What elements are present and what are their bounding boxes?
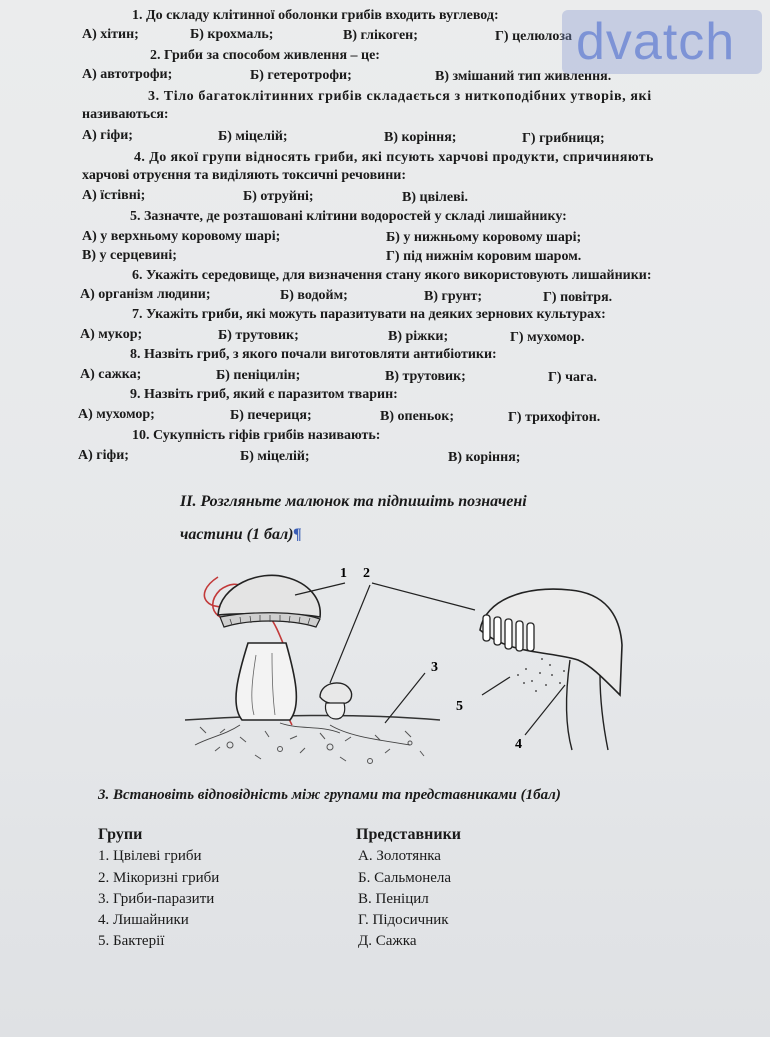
q3-option-c: В) коріння; [384, 130, 457, 145]
representative-item: Б. Сальмонела [358, 870, 452, 886]
q5-option-b: Б) у нижньому коровому шарі; [386, 230, 582, 245]
q10-option-a: А) гіфи; [78, 448, 129, 463]
section-2-heading: II. Розгляньте малюнок та підпишіть позначені [180, 493, 527, 510]
q7-option-c: В) ріжки; [388, 329, 449, 344]
question-3: 3. Тіло багатоклітинних грибів складається з ниткоподібних утворів, які [148, 89, 652, 104]
question-2: 2. Гриби за способом живлення – це: [150, 48, 380, 63]
representative-item: В. Пеніцил [358, 891, 429, 907]
representative-item: Г. Підосичник [358, 912, 449, 928]
q6-option-c: В) грунт; [424, 289, 483, 304]
q3-option-b: Б) міцелій; [218, 129, 288, 144]
spore-dots [517, 658, 565, 692]
q10-option-c: В) коріння; [448, 450, 521, 465]
label-5: 5 [456, 699, 463, 714]
question-4: 4. До якої групи відносять гриби, які псують харчові продукти, спричиняють [134, 150, 654, 165]
representatives-header: Представники [356, 826, 461, 843]
q9-option-c: В) опеньок; [380, 409, 454, 424]
watermark-badge [562, 10, 762, 74]
question-7: 7. Укажіть гриби, які можуть паразитувати на деяких зернових культурах: [132, 307, 606, 322]
q8-option-d: Г) чага. [548, 370, 597, 385]
q3-option-d: Г) грибниця; [522, 131, 605, 146]
q6-option-a: А) організм людини; [80, 287, 211, 302]
mushroom-stem [236, 643, 296, 720]
question-10: 10. Сукупність гіфів грибів називають: [132, 428, 381, 443]
groups-header: Групи [98, 826, 143, 843]
q2-option-c: В) змішаний тип живлення. [435, 69, 612, 84]
section-2-heading-cont: частини (1 бал)¶ [180, 526, 302, 543]
label-4: 4 [515, 737, 522, 752]
q1-option-c: В) глікоген; [343, 28, 418, 43]
label-2: 2 [363, 566, 370, 581]
q8-option-c: В) трутовик; [385, 369, 466, 384]
group-item: 5. Бактерії [98, 933, 165, 949]
q8-option-b: Б) пеніцилін; [216, 368, 301, 383]
q5-option-a: А) у верхньому коровому шарі; [82, 229, 281, 244]
group-item: 2. Мікоризні гриби [98, 870, 220, 886]
representative-item: Д. Сажка [358, 933, 417, 949]
q7-option-d: Г) мухомор. [510, 330, 585, 345]
q5-option-c: В) у серцевині; [82, 248, 177, 263]
question-6: 6. Укажіть середовище, для визначення стану якого використовують лишайники: [132, 268, 652, 283]
pilcrow-mark: ¶ [293, 526, 302, 543]
q2-option-b: Б) гетеротрофи; [250, 68, 352, 83]
question-9: 9. Назвіть гриб, який є паразитом тварин: [130, 387, 398, 402]
q6-option-b: Б) водойм; [280, 288, 348, 303]
soil-hatching [200, 727, 424, 764]
question-4-cont: харчові отруєння та виділяють токсичні речовини: [82, 168, 407, 183]
small-mushroom-cap [320, 683, 352, 704]
group-item: 1. Цвілеві гриби [98, 848, 202, 864]
mushroom-figure [180, 555, 640, 770]
question-8: 8. Назвіть гриб, з якого почали виготовляти антибіотики: [130, 347, 497, 362]
q1-option-a: А) хітин; [82, 27, 139, 42]
question-5: 5. Зазначте, де розташовані клітини водоростей у складі лишайнику: [130, 209, 567, 224]
group-item: 3. Гриби-паразити [98, 891, 215, 907]
question-3-cont: називаються: [82, 107, 169, 122]
small-mushroom-stem [325, 703, 344, 719]
watermark-text: dvatch [576, 13, 736, 71]
q5-option-d: Г) під нижнім коровим шаром. [386, 249, 582, 264]
section-3-heading: 3. Встановіть відповідність між групами та представниками (1бал) [98, 787, 561, 803]
q9-option-b: Б) печериця; [230, 408, 312, 423]
ground-line [185, 715, 440, 720]
group-item: 4. Лишайники [98, 912, 189, 928]
q10-option-b: Б) міцелій; [240, 449, 310, 464]
q1-option-b: Б) крохмаль; [190, 27, 274, 42]
mycelium-threads [195, 723, 410, 745]
label-1: 1 [340, 566, 347, 581]
q3-option-a: А) гіфи; [82, 128, 133, 143]
q9-option-d: Г) трихофітон. [508, 410, 601, 425]
q7-option-b: Б) трутовик; [218, 328, 299, 343]
q4-option-b: Б) отруйні; [243, 189, 314, 204]
q8-option-a: А) сажка; [80, 367, 142, 382]
q4-option-c: В) цвілеві. [402, 190, 469, 205]
q4-option-a: А) їстівні; [82, 188, 146, 203]
q9-option-a: А) мухомор; [78, 407, 155, 422]
q2-option-a: А) автотрофи; [82, 67, 173, 82]
label-3: 3 [431, 660, 438, 675]
representative-item: А. Золотянка [358, 848, 441, 864]
question-1: 1. До складу клітинної оболонки грибів входить вуглевод: [132, 8, 499, 23]
q1-option-d: Г) целюлоза [495, 29, 573, 44]
q6-option-d: Г) повітря. [543, 290, 613, 305]
q7-option-a: А) мукор; [80, 327, 143, 342]
mushroom-cap [218, 575, 320, 617]
